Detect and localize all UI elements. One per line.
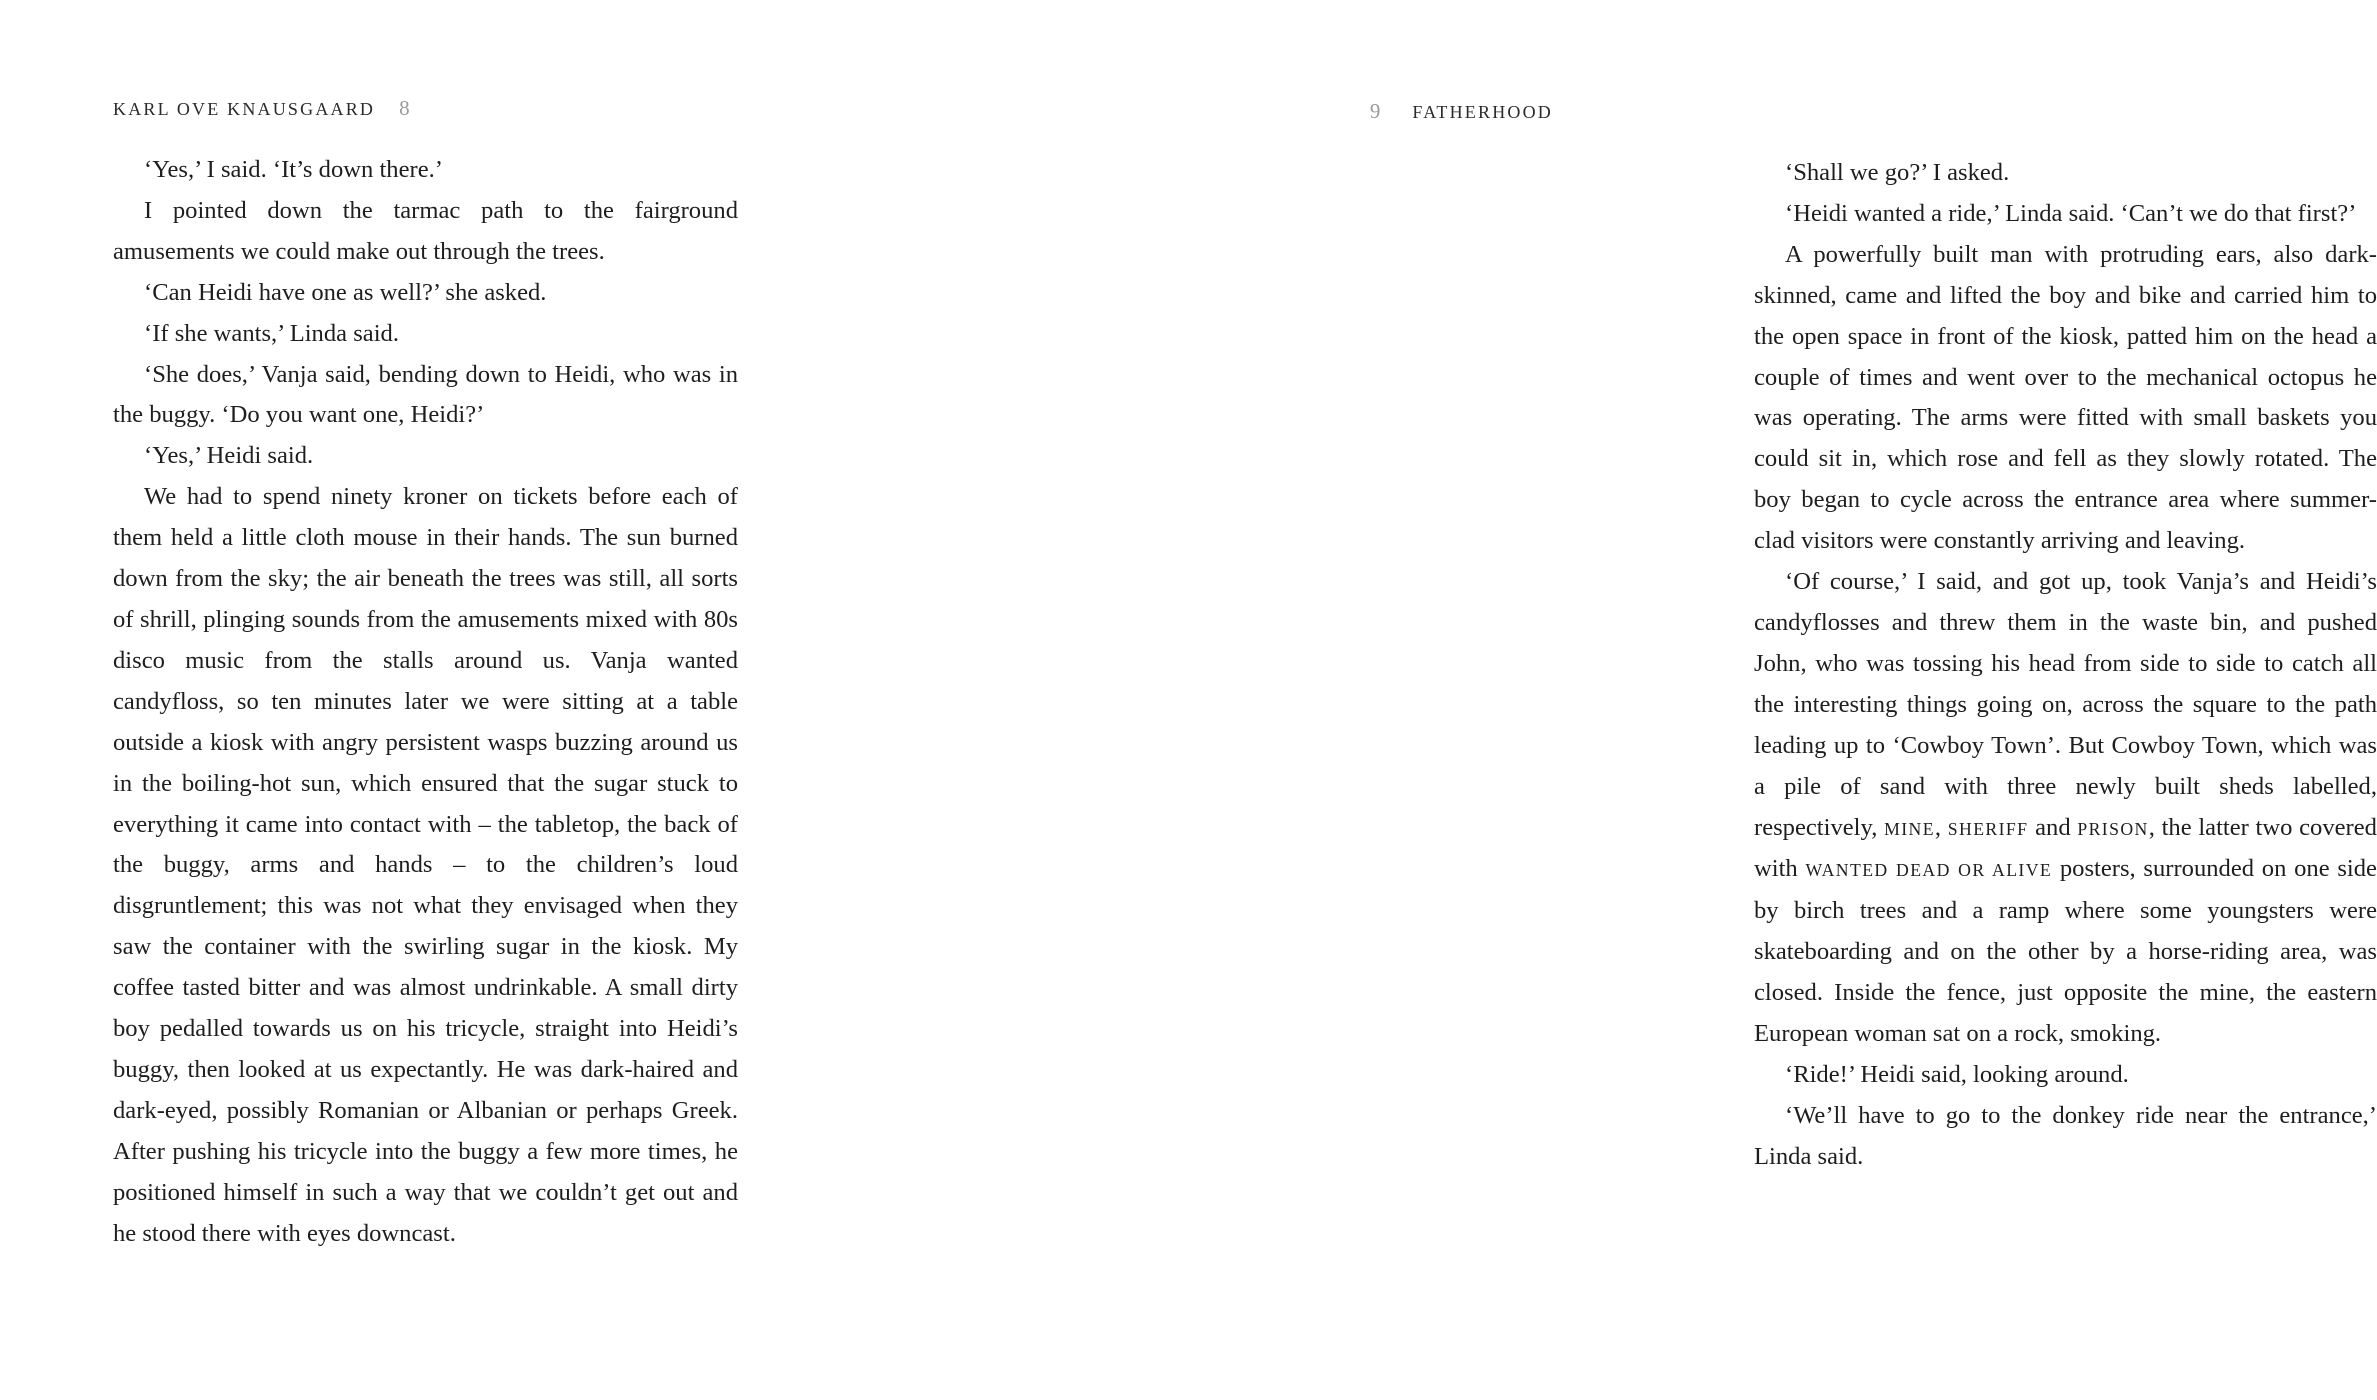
text-run: and: [2035, 813, 2071, 841]
paragraph: ‘If she wants,’ Linda said.: [144, 319, 399, 347]
paragraph: ‘Heidi wanted a ride,’ Linda said. ‘Can’t we do that first?’: [1785, 199, 2357, 227]
left-page-number: 8: [399, 96, 410, 120]
text-run: ‘Of course,’ I said, and got up, took Vanja’s and Heidi’s candyflosses and threw them in the waste bin, and pushed John, who was tossing his head from side to side to catch all the interesting things going on, across the square to the path leading up to ‘Cowboy Town’. But Cowboy Town, which was a pile of sand with three newly built sheds labelled, respectively,: [1754, 568, 2377, 841]
right-page-text: [1754, 153, 2377, 1178]
small-caps-wanted: WANTED DEAD OR ALIVE: [1805, 860, 2053, 881]
paragraph: I pointed down the tarmac path to the fairground amusements we could make out through the trees.: [113, 196, 738, 265]
paragraph: ‘Can Heidi have one as well?’ she asked.: [144, 278, 547, 306]
right-book-title: FATHERHOOD: [1412, 102, 1553, 122]
text-run: ,: [1934, 813, 1942, 841]
left-page: [0, 0, 823, 1400]
left-running-head: [113, 96, 410, 121]
right-page: [824, 0, 2377, 1400]
small-caps-mine: MINE: [1884, 818, 1935, 839]
paragraph: A powerfully built man with protruding ears, also dark-skinned, came and lifted the boy and bike and carried him to the open space in front of the kiosk, patted him on the head a couple of times and went over to the mechanical octopus he was operating. The arms were fitted with small baskets you could sit in, which rose and fell as they slowly rotated. The boy began to cycle across the entrance area where summer-clad visitors were constantly arriving and leaving.: [1754, 240, 2377, 555]
paragraph: ‘Shall we go?’ I asked.: [1785, 159, 2010, 186]
right-running-head: [1370, 99, 1553, 124]
paragraph: ‘She does,’ Vanja said, bending down to Heidi, who was in the buggy. ‘Do you want one, Heidi?’: [113, 360, 738, 429]
text-run: posters, surrounded on one side by birch trees and a ramp where some youngsters were skateboarding and on the other by a horse-riding area, was closed. Inside the fence, just opposite the mine, the eastern European woman sat on a rock, smoking.: [1754, 855, 2377, 1048]
small-caps-prison: PRISON: [2077, 818, 2149, 839]
paragraph: ‘Yes,’ Heidi said.: [144, 442, 314, 470]
paragraph: ‘We’ll have to go to the donkey ride near the entrance,’ Linda said.: [1754, 1101, 2377, 1170]
right-page-number: 9: [1369, 99, 1381, 123]
text-run: , the latter two covered with: [1754, 813, 2377, 883]
small-caps-sheriff: SHERIFF: [1947, 818, 2029, 839]
paragraph: [1754, 562, 2377, 1055]
paragraph: ‘Ride!’ Heidi said, looking around.: [1785, 1060, 2129, 1088]
left-page-text: [113, 150, 738, 1254]
left-author-name: KARL OVE KNAUSGAARD: [113, 99, 376, 119]
paragraph: ‘Yes,’ I said. ‘It’s down there.’: [144, 156, 443, 183]
paragraph: We had to spend ninety kroner on tickets before each of them held a little cloth mouse in their hands. The sun burned down from the sky; the air beneath the trees was still, all sorts of shrill, plinging sounds from the amusements mixed with 80s disco music from the stalls around us. Vanja wanted candyfloss, so ten minutes later we were sitting at a table outside a kiosk with angry persistent wasps buzzing around us in the boiling-hot sun, which ensured that the sugar stuck to everything it came into contact with – the tabletop, the back of the buggy, arms and hands – to the children’s loud disgruntlement; this was not what they envisaged when they saw the container with the swirling sugar in the kiosk. My coffee tasted bitter and was almost undrinkable. A small dirty boy pedalled towards us on his tricycle, straight into Heidi’s buggy, then looked at us expectantly. He was dark-haired and dark-eyed, possibly Romanian or Albanian or perhaps Greek. After pushing his tricycle into the buggy a few more times, he positioned himself in such a way that we couldn’t get out and he stood there with eyes downcast.: [113, 483, 738, 1247]
